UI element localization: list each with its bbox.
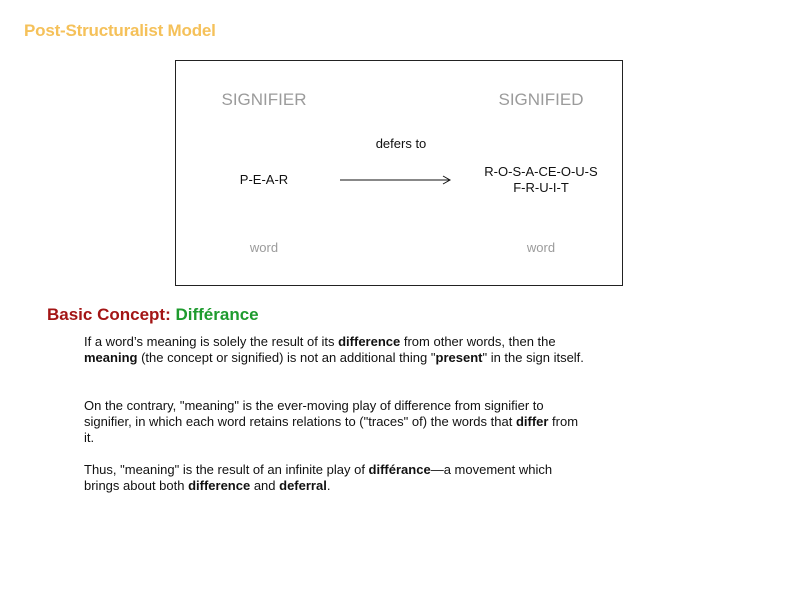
text-run: from it. <box>84 414 579 445</box>
signifier-signified-diagram <box>175 60 623 286</box>
bold-term: meaning <box>84 350 138 365</box>
concept-term: Différance <box>175 305 259 324</box>
right-arrow-icon <box>338 173 456 187</box>
text-run: and <box>250 478 280 493</box>
slide-title: Post-Structuralist Model <box>24 21 216 40</box>
paragraph-play-of-difference <box>84 398 584 446</box>
text-run: If a word’s meaning is solely the result of its <box>84 334 339 349</box>
text-run: Thus, "meaning" is the result of an infinite play of <box>84 462 369 477</box>
text-run: from other words, then the <box>400 334 556 349</box>
signified-value: R-O-S-A-CE-O-U-S <box>484 164 598 179</box>
relation-label: defers to <box>375 136 427 151</box>
text-run: (the concept or signified) is not an additional thing " <box>137 350 436 365</box>
text-run: On the contrary, "meaning" is the ever-moving play of difference from signifier to signifier, in which each word retains relations to ("traces" of) the words that <box>84 398 544 429</box>
text-run: —a movement which brings about both <box>84 462 553 493</box>
signified-heading: SIGNIFIED <box>498 90 584 109</box>
signifier-value: P-E-A-R <box>239 172 289 187</box>
signifier-word-label: word <box>249 240 279 255</box>
concept-heading <box>47 305 259 325</box>
text-run: . <box>326 478 331 493</box>
text-run: " in the sign itself. <box>482 350 584 365</box>
bold-term: differ <box>515 414 549 429</box>
bold-term: deferral <box>279 478 327 493</box>
signified-value: F-R-U-I-T <box>513 180 569 195</box>
signified-word-label: word <box>526 240 556 255</box>
paragraph-difference <box>84 334 584 366</box>
paragraph-differance <box>84 462 584 494</box>
bold-term: present <box>435 350 483 365</box>
signified-values <box>461 164 621 196</box>
signifier-heading: SIGNIFIER <box>221 90 307 109</box>
bold-term: différance <box>368 462 431 477</box>
bold-term: difference <box>188 478 251 493</box>
bold-term: difference <box>338 334 401 349</box>
concept-prefix: Basic Concept: <box>47 305 176 324</box>
